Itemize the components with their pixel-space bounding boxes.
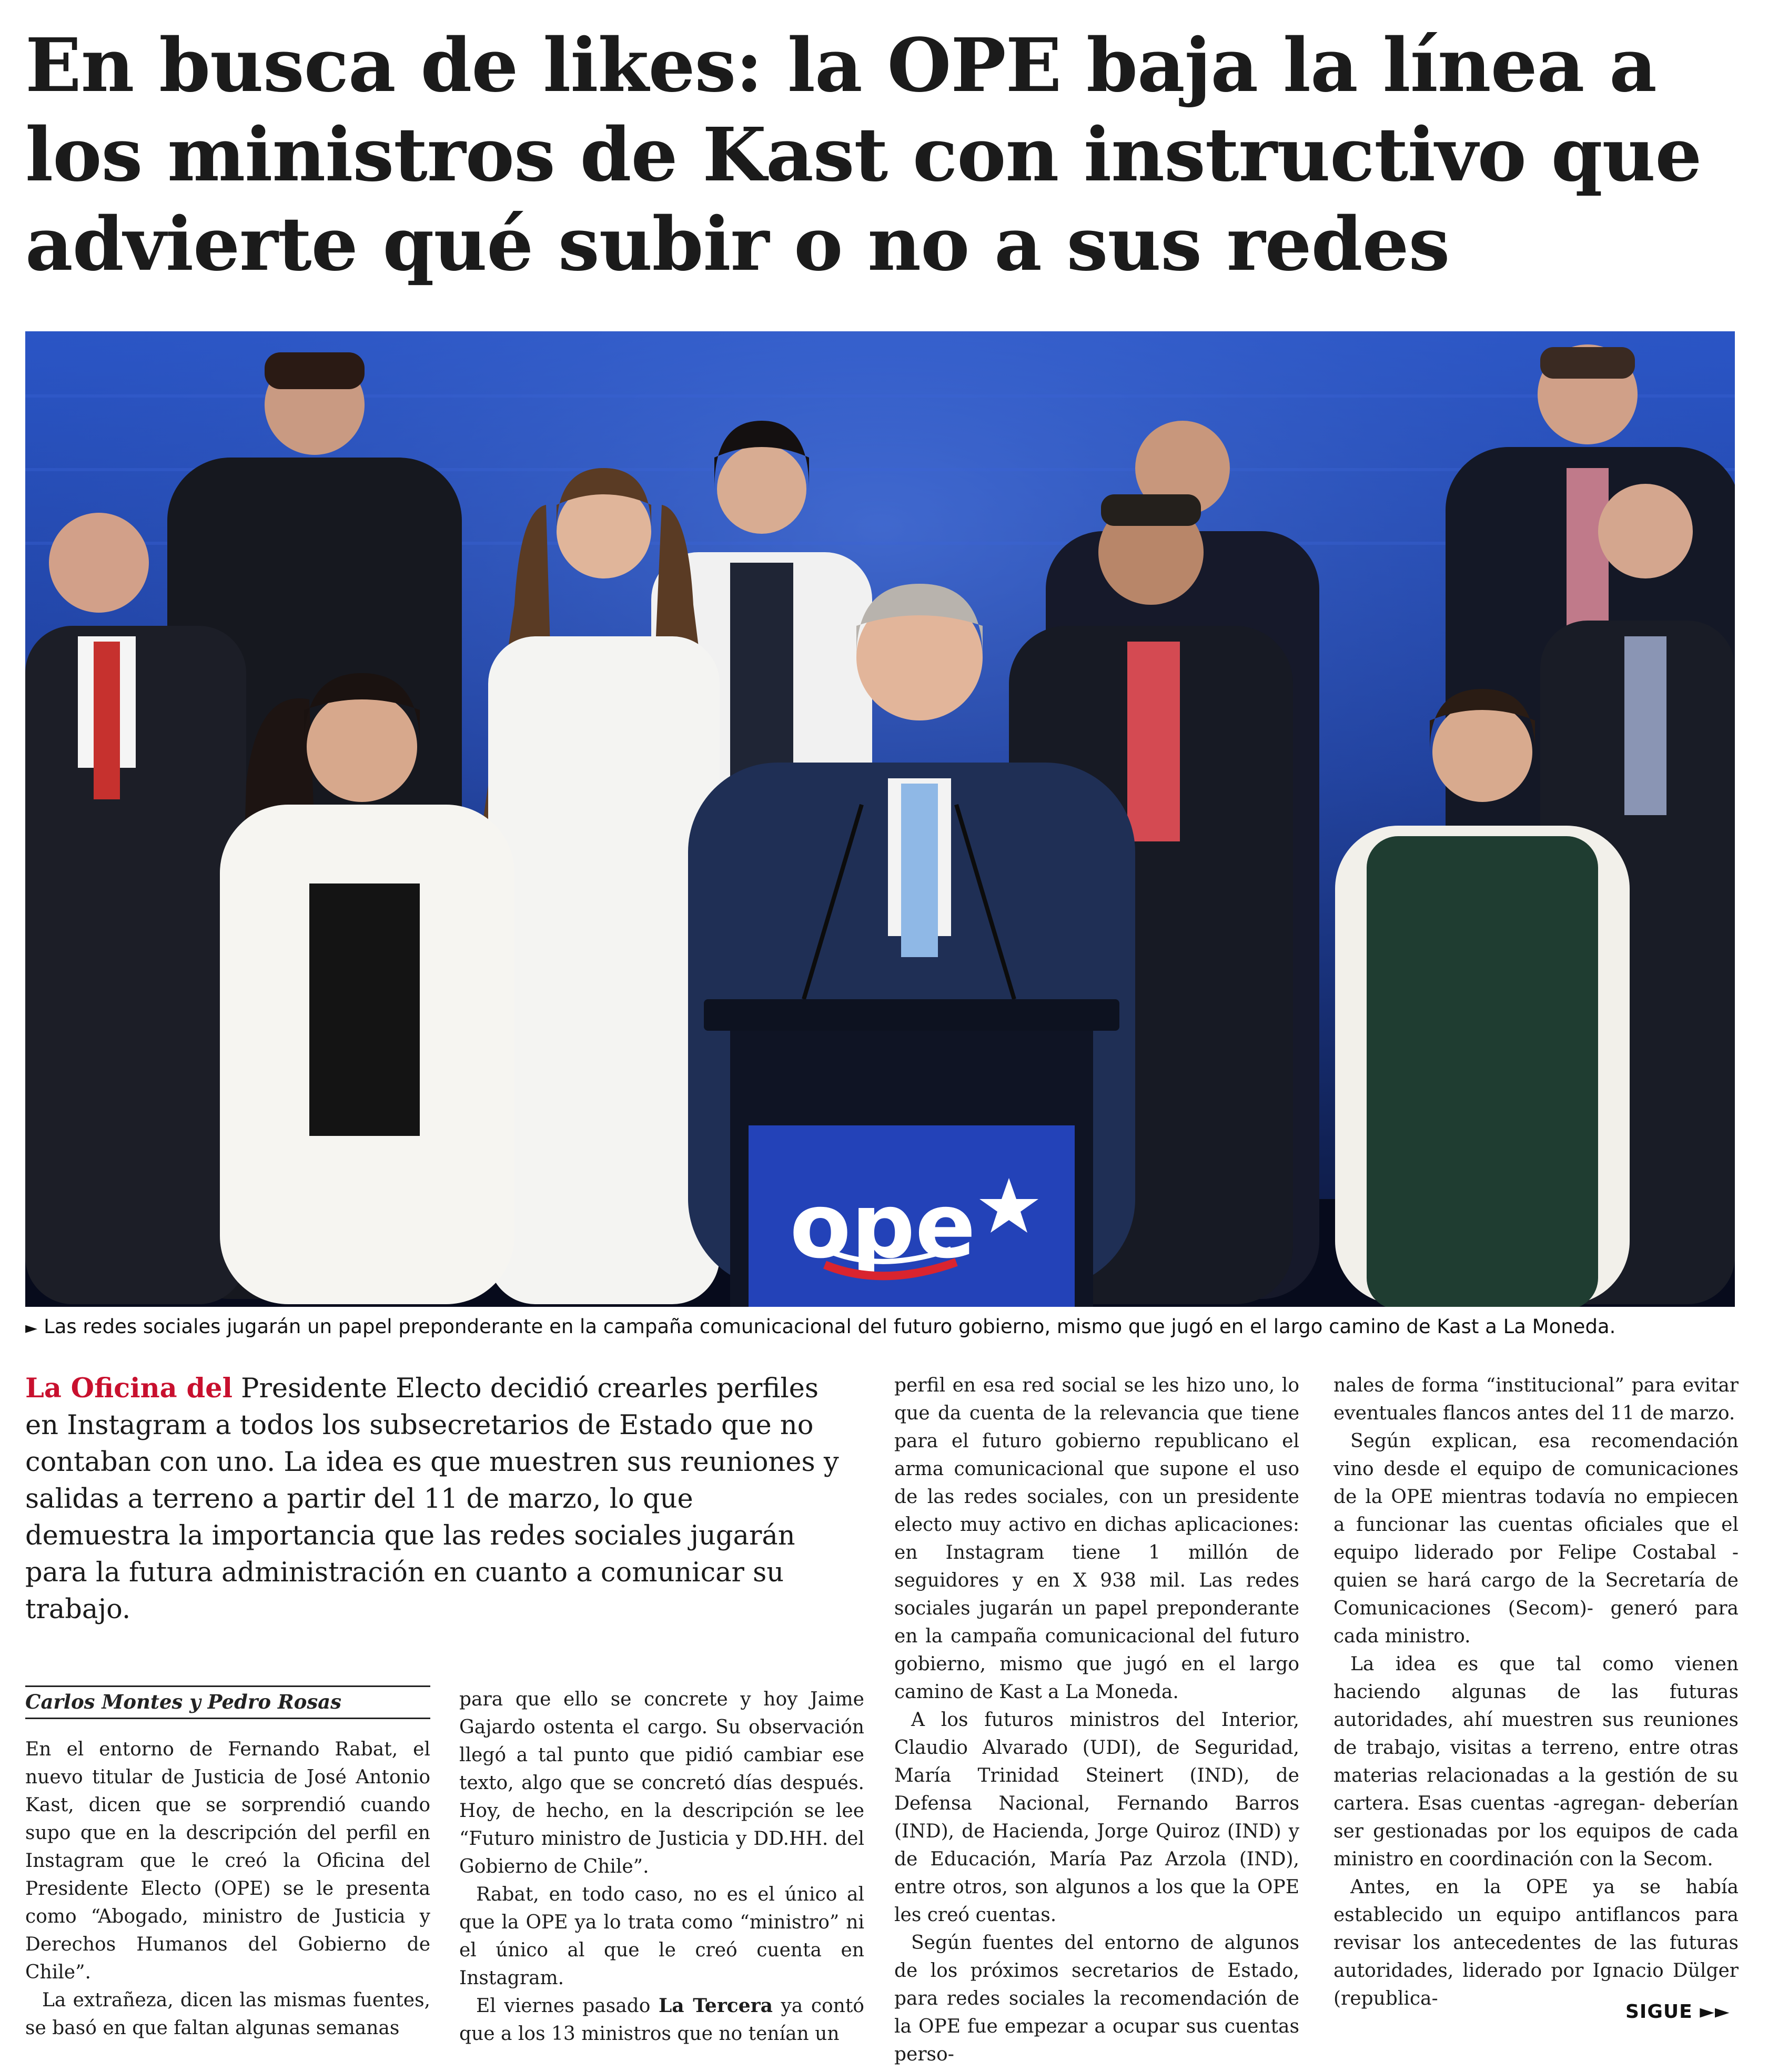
paragraph <box>459 1992 864 2048</box>
lede-paragraph <box>25 1370 846 1628</box>
paragraph: Antes, en la OPE ya se había establecido un equipo antiflancos para revisar los antecedentes de las futuras autoridades, liderado por Ignacio Dülger (republica- <box>1334 1876 1739 2009</box>
person-left-man <box>25 513 246 1304</box>
body-column-4 <box>1334 1372 1739 2013</box>
podium-logo-text: ope <box>790 1174 976 1278</box>
body-column-3 <box>894 1372 1299 2068</box>
lede-lead-in: La Oficina del <box>25 1373 233 1404</box>
press-photo <box>25 331 1735 1307</box>
paragraph: Según fuentes del entorno de algunos de los próximos secretarios de Estado, para redes sociales la recomendación de la OPE fue empezar a ocupar sus cuentas perso- <box>894 1932 1299 2065</box>
paragraph: En el entorno de Fernando Rabat, el nuevo titular de Justicia de José Antonio Kast, dicen que se sorprendió cuando supo que en la descripción del perfil en Instagram que le creó la Oficina del Presidente Electo (OPE) se le presenta como “Abogado, ministro de Justicia y Derechos Humanos del Gobierno de Chile”. <box>25 1739 430 1983</box>
continue-label: SIGUE ►► <box>1625 2001 1730 2023</box>
paragraph: Rabat, en todo caso, no es el único al que la OPE ya lo trata como “ministro” ni el único al que le creó cuenta en Instagram. <box>459 1884 864 1989</box>
paragraph: La idea es que tal como vienen haciendo algunas de las futuras autoridades, ahí muestren sus reuniones de trabajo, visitas a terreno, entre otras materias relacionadas a la gestión de su cartera. Esas cuentas -agregan- deberían ser gestionadas por los equipos de cada ministro en coordinación con la Secom. <box>1334 1653 1739 1870</box>
paragraph: La extrañeza, dicen las mismas fuentes, se basó en que faltan algunas semanas <box>25 1989 430 2039</box>
podium <box>704 999 1119 1307</box>
photo-caption <box>25 1314 1756 1342</box>
paragraph: perfil en esa red social se les hizo uno, lo que da cuenta de la relevancia que tiene para el futuro gobierno republicano el arma comunicacional que supone el uso de las redes sociales, con un presidente electo muy activo en dichas aplicaciones: en Instagram tiene 1 millón de seguidores y en X 938 mil. Las redes sociales jugarán un papel preponderante en la campaña comunicacional del futuro gobierno, mismo que jugó en el largo camino de Kast a La Moneda. <box>894 1375 1299 1703</box>
body-column-1 <box>25 1735 430 2042</box>
paragraph: Según explican, esa recomendación vino desde el equipo de comunicaciones de la OPE mientras todavía no empiecen a funcionar las cuentas oficiales que el equipo liderado por Felipe Costabal -quien se hará cargo de la Secretaría de Comunicaciones (Secom)- generó para cada ministro. <box>1334 1430 1739 1647</box>
paragraph: A los futuros ministros del Interior, Claudio Alvarado (UDI), de Seguridad, María Trinidad Steinert (IND), de Defensa Nacional, Fernando Barros (IND), de Hacienda, Jorge Quiroz (IND) y de Educación, María Paz Arzola (IND), entre otros, son algunos a los que la OPE les creó cuentas. <box>894 1709 1299 1926</box>
byline: Carlos Montes y Pedro Rosas <box>25 1685 430 1719</box>
paragraph: nales de forma “institucional” para evitar eventuales flancos antes del 11 de marzo. <box>1334 1375 1739 1424</box>
caption-text: Las redes sociales jugarán un papel preponderante en la campaña comunicacional del futuro gobierno, mismo que jugó en el largo camino de Kast a La Moneda. <box>44 1315 1616 1338</box>
paragraph: para que ello se concrete y hoy Jaime Gajardo ostenta el cargo. Su observación llegó a tal punto que pidió cambiar ese texto, algo que se concretó días después. Hoy, de hecho, en la descripción se lee “Futuro ministro de Justicia y DD.HH. del Gobierno de Chile”. <box>459 1689 864 1877</box>
paragraph-text: El viernes pasado <box>476 1995 659 2017</box>
body-column-2 <box>459 1685 864 2048</box>
headline: En busca de likes: la OPE baja la línea a los ministros de Kast con instructivo que advierte qué subir o no a sus redes <box>25 23 1702 288</box>
lede-text: Presidente Electo decidió crearles perfiles en Instagram a todos los subsecretarios de Estado que no contaban con uno. La idea es que muestren sus reuniones y salidas a terreno a partir del 11 de marzo, lo que demuestra la importancia que las redes sociales jugarán para la futura administración en cuanto a comunicar su trabajo. <box>25 1373 839 1625</box>
paragraph-text: ya contó que a los 13 ministros que no tenían un <box>459 1995 864 2045</box>
caption-marker: ► <box>25 1319 38 1337</box>
publication-name: La Tercera <box>658 1995 773 2017</box>
